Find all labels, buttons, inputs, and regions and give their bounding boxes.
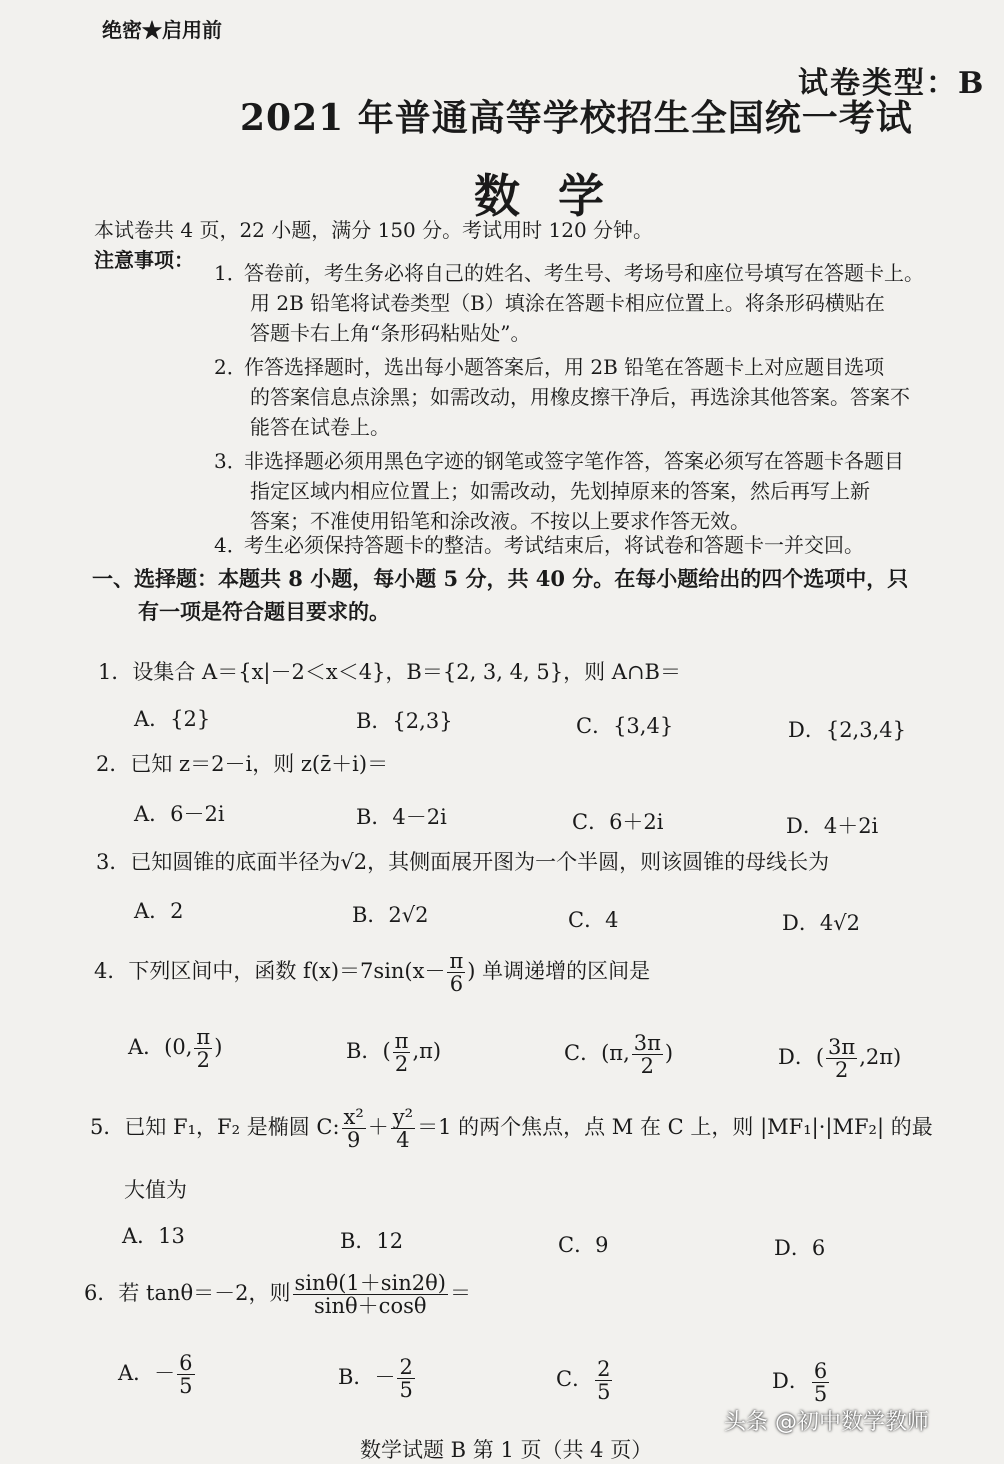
fraction-denominator: 2	[834, 1058, 849, 1083]
option-b: B．4－2i	[356, 805, 447, 829]
option-text: (0,	[164, 1035, 193, 1060]
option-c: C．6＋2i	[572, 810, 664, 834]
question-stem: 若 tanθ＝－2，则	[118, 1281, 291, 1306]
fraction-numerator: 3π	[828, 1035, 856, 1059]
fraction	[177, 1352, 194, 1397]
fraction-denominator: 2	[394, 1052, 409, 1077]
question-stem: ＝	[449, 1281, 471, 1306]
option-d: D．4＋2i	[786, 814, 879, 838]
fraction-numerator: π	[449, 949, 464, 973]
fraction-numerator: 6	[179, 1351, 193, 1375]
fraction-denominator: 5	[179, 1374, 193, 1399]
option-a	[128, 1026, 222, 1071]
question-number: 2．	[96, 752, 131, 776]
note-item	[214, 352, 884, 382]
question-stem: 下列区间中，函数 f(x)＝7sin(x－	[128, 959, 446, 984]
question-stem: ) 单调递增的区间是	[467, 959, 651, 984]
fraction-denominator: 2	[196, 1048, 210, 1073]
question-1	[98, 656, 681, 686]
question-stem: 已知圆锥的底面半径为√2，其侧面展开图为一个半圆，则该圆锥的母线长为	[130, 850, 830, 874]
option-text: (π,	[601, 1041, 630, 1066]
option-label: B．	[346, 1039, 383, 1064]
option-label: D．	[772, 1369, 810, 1394]
fraction	[194, 1026, 212, 1071]
question-5	[90, 1106, 933, 1151]
question-number: 3．	[96, 850, 131, 874]
note-number: 4．	[214, 533, 247, 557]
fraction	[826, 1036, 857, 1081]
fraction	[447, 950, 465, 995]
paper-type-label: 试卷类型：B	[798, 66, 986, 101]
option-text: )	[214, 1035, 223, 1060]
note-number: 3．	[214, 449, 247, 473]
option-a: A．2	[134, 899, 184, 923]
option-text: ,2π)	[859, 1045, 902, 1070]
fraction-denominator: 9	[346, 1128, 361, 1153]
fraction-denominator: 2	[640, 1054, 655, 1079]
watermark: 头条 @初中数学教师	[724, 1410, 929, 1435]
notes-label: 注意事项：	[94, 248, 194, 272]
note-line: 用 2B 铅笔将试卷类型（B）填涂在答题卡相应位置上。将条形码横贴在	[250, 291, 885, 315]
question-stem: ＝1 的两个焦点，点 M 在 C 上，则 |MF₁|·|MF₂| 的最	[417, 1115, 933, 1140]
option-b: B．12	[340, 1229, 404, 1253]
note-number: 2．	[214, 355, 247, 379]
question-2	[96, 748, 388, 778]
option-c	[564, 1032, 673, 1077]
question-number: 4．	[94, 959, 129, 984]
note-line: 答卷前，考生务必将自己的姓名、考生号、考场号和座位号填写在答题卡上。	[244, 261, 924, 285]
question-stem: 已知 F₁，F₂ 是椭圆 C:	[124, 1115, 340, 1140]
option-text: (	[382, 1039, 391, 1064]
option-sign: －	[154, 1361, 176, 1386]
option-d	[778, 1036, 901, 1081]
fraction	[632, 1032, 663, 1077]
option-b	[338, 1356, 417, 1401]
note-item	[214, 530, 864, 560]
option-label: C．	[556, 1367, 594, 1392]
option-label: A．	[128, 1035, 165, 1060]
note-line: 答题卡右上角“条形码粘贴处”。	[250, 321, 531, 345]
fraction	[293, 1272, 448, 1317]
note-number: 1．	[214, 261, 247, 285]
option-text: (	[815, 1045, 825, 1070]
fraction	[391, 1106, 415, 1151]
option-c	[556, 1358, 614, 1403]
option-text: ,π)	[412, 1039, 442, 1064]
note-item	[214, 446, 904, 476]
operator: ＋	[367, 1115, 389, 1140]
fraction	[393, 1030, 411, 1075]
option-b	[346, 1030, 441, 1075]
option-label: B．	[338, 1365, 375, 1390]
fraction	[595, 1358, 612, 1403]
section-heading-line: 一、选择题：本题共 8 小题，每小题 5 分，共 40 分。在每小题给出的四个选项中，只	[92, 566, 909, 591]
intro-text: 本试卷共 4 页，22 小题，满分 150 分。考试用时 120 分钟。	[94, 218, 654, 242]
question-4	[94, 950, 650, 995]
option-d: D．4√2	[782, 911, 860, 935]
fraction	[397, 1356, 414, 1401]
note-line: 答案；不准使用铅笔和涂改液。不按以上要求作答无效。	[250, 509, 750, 533]
question-number: 1．	[98, 660, 133, 684]
note-line: 考生必须保持答题卡的整洁。考试结束后，将试卷和答题卡一并交回。	[244, 533, 864, 557]
fraction-denominator: 5	[399, 1378, 413, 1403]
note-item	[214, 258, 924, 288]
option-d	[772, 1360, 831, 1405]
option-c: C．{3,4}	[576, 714, 674, 738]
fraction-numerator: y²	[392, 1105, 414, 1129]
option-a: A．13	[122, 1224, 185, 1248]
fraction-numerator: 6	[813, 1359, 828, 1383]
option-c: C．4	[568, 908, 619, 932]
fraction-denominator: 4	[396, 1128, 410, 1153]
confidential-label: 绝密★启用前	[102, 18, 222, 42]
fraction-numerator: x²	[343, 1105, 364, 1129]
question-stem: 设集合 A＝{x|－2＜x＜4}，B＝{2, 3, 4, 5}，则 A∩B＝	[132, 660, 681, 684]
question-3	[96, 846, 829, 876]
option-label: D．	[778, 1045, 816, 1070]
option-a	[118, 1352, 197, 1397]
fraction-numerator: 2	[399, 1355, 413, 1379]
note-line: 的答案信息点涂黑；如需改动，用橡皮擦干净后，再选涂其他答案。答案不	[250, 385, 910, 409]
option-a: A．{2}	[134, 707, 211, 731]
subject-title: 数学	[474, 169, 642, 223]
fraction-denominator: sinθ＋cosθ	[314, 1294, 427, 1319]
option-a: A．6－2i	[134, 802, 225, 826]
fraction-numerator: 3π	[633, 1031, 661, 1055]
fraction-denominator: 6	[449, 972, 464, 997]
question-6	[84, 1272, 471, 1317]
question-number: 6．	[84, 1281, 119, 1306]
fraction-denominator: 5	[597, 1380, 611, 1405]
page-footer: 数学试题 B 第 1 页（共 4 页）	[360, 1438, 653, 1462]
fraction	[812, 1360, 829, 1405]
option-text: )	[664, 1041, 674, 1066]
note-line: 非选择题必须用黑色字迹的钢笔或签字笔作答，答案必须写在答题卡各题目	[244, 449, 904, 473]
option-sign: －	[374, 1365, 396, 1390]
option-b: B．{2,3}	[356, 709, 453, 733]
option-d: D．{2,3,4}	[788, 718, 906, 742]
fraction	[342, 1106, 366, 1151]
fraction-numerator: sinθ(1＋sin2θ)	[294, 1271, 446, 1295]
question-number: 5．	[90, 1115, 125, 1140]
option-c: C．9	[558, 1233, 609, 1257]
fraction-numerator: π	[196, 1025, 211, 1049]
question-stem: 已知 z＝2－i，则 z(z̄＋i)＝	[130, 752, 389, 776]
note-line: 能答在试卷上。	[250, 415, 390, 439]
fraction-numerator: π	[394, 1029, 409, 1053]
option-b: B．2√2	[352, 903, 429, 927]
section-heading-line: 有一项是符合题目要求的。	[138, 599, 390, 624]
fraction-numerator: 2	[597, 1357, 611, 1381]
note-line: 作答选择题时，选出每小题答案后，用 2B 铅笔在答题卡上对应题目选项	[244, 355, 885, 379]
note-line: 指定区域内相应位置上；如需改动，先划掉原来的答案，然后再写上新	[250, 479, 870, 503]
exam-title: 2021 年普通高等学校招生全国统一考试	[240, 97, 913, 139]
fraction-denominator: 5	[813, 1382, 828, 1407]
question-stem-continued: 大值为	[124, 1178, 187, 1202]
option-label: C．	[564, 1041, 602, 1066]
option-label: A．	[118, 1361, 155, 1386]
option-d: D．6	[774, 1236, 826, 1260]
section-heading	[92, 562, 908, 628]
